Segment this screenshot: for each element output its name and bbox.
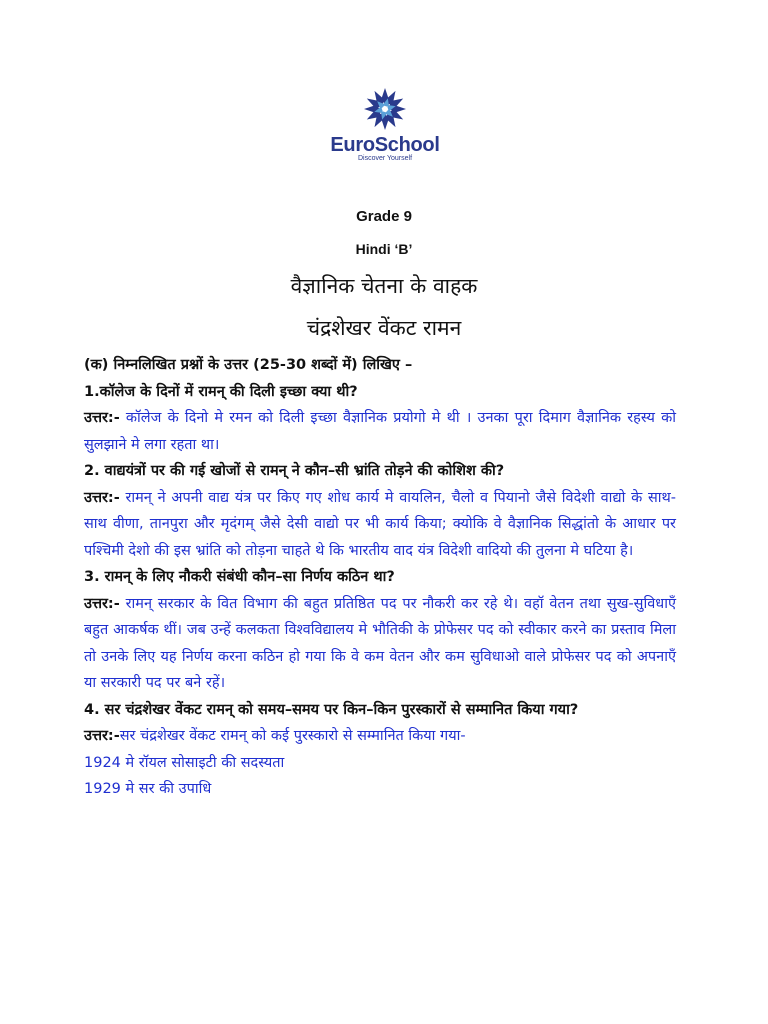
euroschool-logo [320, 86, 450, 176]
star-emblem-icon [362, 86, 408, 132]
answer-3-text: रामन् सरकार के वित विभाग की बहुत प्रतिष्ठित पद पर नौकरी कर रहे थे। वहॉ वेतन तथा सुख-सुविधाएँ बहुत आकर्षक थीं। जब उन्हें कलकता विश्वविद्यालय मे भौतिकी के प्रोफेसर पद को स्वीकार करने का प्रस्ताव मिला तो उनके लिए यह निर्णय करना कठिन हो गया कि वे कम वेतन और कम सुविधाओ वाले प्रोफेसर पद को अपनाएँ या सरकारी पद पर बने रहें। [84, 595, 676, 691]
question-3: 3. रामन् के लिए नौकरी संबंधी कौन–सा निर्णय कठिन था? [84, 569, 395, 585]
subject-label: Hindi ‘B’ [355, 241, 413, 257]
question-1: 1.कॉलेज के दिनों में रामन् की दिली इच्छा क्या थी? [84, 383, 358, 400]
answer-label: उत्तर:- [84, 728, 120, 744]
brand-tagline: Discover Yourself [357, 155, 413, 162]
answer-label: उत्तर:- [84, 410, 120, 426]
answer-4 [84, 723, 676, 750]
grade-label: Grade 9 [356, 208, 412, 225]
award-item: 1929 मे सर की उपाधि [84, 781, 212, 797]
brand-name: EuroSchool [330, 134, 440, 156]
answer-3 [84, 591, 676, 697]
answer-label: उत्तर:- [84, 489, 120, 506]
chapter-title: वैज्ञानिक चेतना के वाहक [290, 274, 478, 298]
award-item: 1924 मे रॉयल सोसाइटी की सदस्यता [84, 754, 285, 771]
question-4: 4. सर चंद्रशेखर वेंकट रामन् को समय–समय पर किन–किन पुरस्कारों से सम्मानित किया गया? [84, 701, 579, 718]
qa-content [84, 352, 676, 803]
answer-1 [84, 405, 676, 458]
question-2: 2. वाद्ययंत्रों पर की गई खोजों से रामन् ने कौन–सी भ्रांति तोड़ने की कोशिश की? [84, 463, 505, 479]
answer-4-text: सर चंद्रशेखर वेंकट रामन् को कई पुरस्कारो से सम्मानित किया गया- [119, 728, 466, 744]
answer-2-text: रामन् ने अपनी वाद्य यंत्र पर किए गए शोध कार्य मे वायलिन, चैलो व पियानो जैसे विदेशी वाद्यो के साथ-साथ वीणा, तानपुरा और मृदंगम् जैसे देसी वाद्यो पर भी कार्य किया; क्योकि वे वैज्ञानिक सिद्धांतो के आधार पर पश्चिमी देशो की इस भ्रांति को तोड़ना चाहते थे कि भारतीय वाद यंत्र विदेशी वादियो की तुलना मे घटिया है। [84, 489, 676, 559]
chapter-subtitle: चंद्रशेखर वेंकट रामन [306, 316, 462, 340]
answer-1-text: कॉलेज के दिनो मे रमन को दिली इच्छा वैज्ञानिक प्रयोगो मे थी । उनका पूरा दिमाग वैज्ञानिक रहस्य को सुलझाने मे लगा रहता था। [84, 410, 676, 453]
answer-2 [84, 485, 676, 565]
answer-label: उत्तर:- [84, 595, 120, 612]
section-heading: (क) निम्नलिखित प्रश्नों के उत्तर (25-30 शब्दों में) लिखिए – [84, 357, 413, 373]
